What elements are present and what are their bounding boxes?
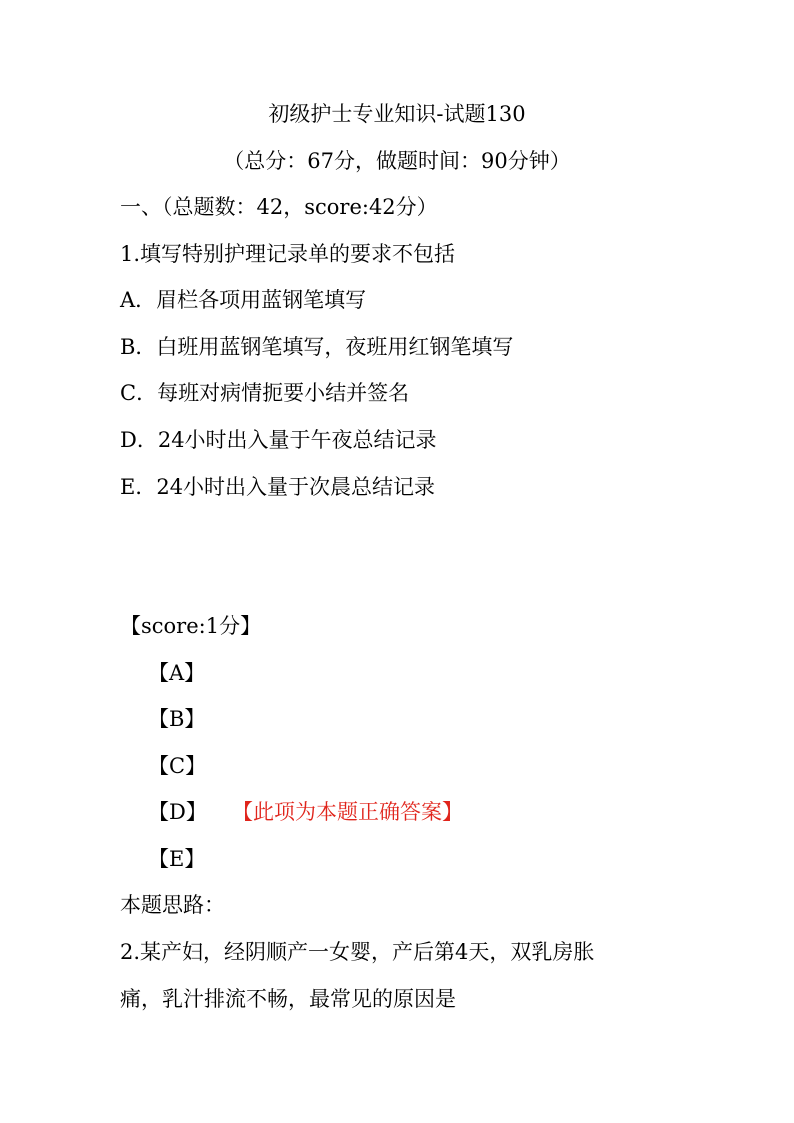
document-title: 初级护士专业知识-试题130 (268, 102, 526, 126)
option-d: D．24小时出入量于午夜总结记录 (120, 428, 437, 452)
option-a: A．眉栏各项用蓝钢笔填写 (120, 288, 367, 312)
correct-answer-note: 【此项为本题正确答案】 (232, 800, 463, 824)
document-subtitle: （总分：67分，做题时间：90分钟） (223, 149, 571, 173)
option-c: C．每班对病情扼要小结并签名 (120, 381, 410, 405)
section-heading: 一、（总题数：42，score:42分） (120, 195, 438, 219)
answer-choice-c: 【C】 (148, 754, 207, 778)
option-b: B．白班用蓝钢笔填写，夜班用红钢笔填写 (120, 335, 514, 359)
question-stem: 1.填写特别护理记录单的要求不包括 (120, 242, 456, 266)
answer-choice-d: 【D】 (148, 800, 207, 824)
question-stem-line-2: 痛，乳汁排流不畅，最常见的原因是 (120, 987, 456, 1011)
question-stem-line-1: 2.某产妇，经阴顺产一女婴，产后第4天，双乳房胀 (120, 940, 595, 964)
answer-choice-a: 【A】 (148, 661, 206, 685)
option-e: E．24小时出入量于次晨总结记录 (120, 475, 436, 499)
answer-choice-e: 【E】 (148, 847, 206, 871)
answer-choice-b: 【B】 (148, 707, 206, 731)
question-score: 【score:1分】 (120, 614, 262, 638)
explanation-label: 本题思路： (120, 893, 225, 917)
